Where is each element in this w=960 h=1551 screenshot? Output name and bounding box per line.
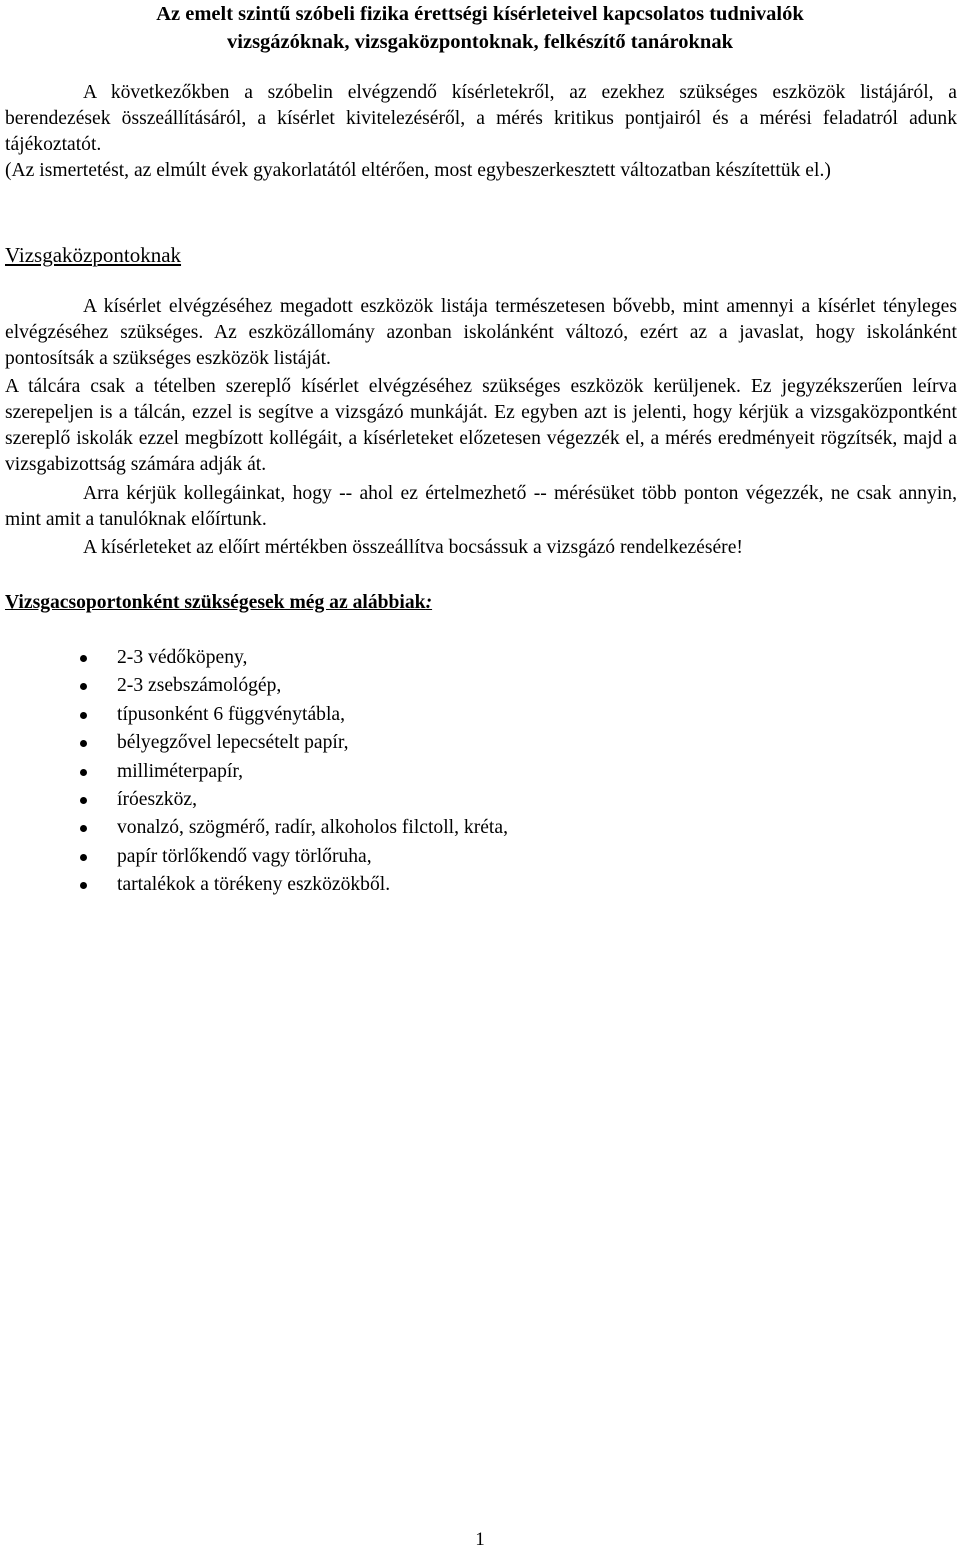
bullet-icon — [80, 712, 87, 719]
document-title-line-1: Az emelt szintű szóbeli fizika érettségi kísérleteivel kapcsolatos tudnivalók — [156, 3, 804, 25]
equipment-list — [0, 644, 508, 900]
bullet-icon — [80, 740, 87, 747]
list-item: íróeszköz, — [0, 786, 508, 814]
bullet-icon — [80, 825, 87, 832]
list-heading-text: Vizsgacsoportonként szükségesek még az alábbiak — [5, 592, 426, 613]
intro-paragraph: A következőkben a szóbelin elvégzendő kísérletekről, az ezekhez szükséges eszközök listájáról, a berendezések összeállításáról, a kísérlet kivitelezéséről, a mérés kritikus pontjairól és a mérési feladatról adunk tájékoztatót. — [5, 82, 957, 155]
list-item: bélyegzővel lepecsételt papír, — [0, 729, 508, 757]
list-heading — [5, 590, 432, 616]
section-heading-vizsgakozpontoknak: Vizsgaközpontoknak — [5, 243, 182, 267]
list-item: milliméterpapír, — [0, 758, 508, 786]
bullet-icon — [80, 683, 87, 690]
list-item: vonalzó, szögmérő, radír, alkoholos filctoll, kréta, — [0, 814, 508, 842]
bullet-icon — [80, 854, 87, 861]
intro-note-paragraph: (Az ismertetést, az elmúlt évek gyakorlatától eltérően, most egybeszerkesztett változatban készítettük el.) — [5, 160, 831, 181]
section-paragraph-2: A tálcára csak a tételben szereplő kísérlet elvégzéséhez szükséges eszközök kerüljenek. Ez jegyzékszerűen leírva szerepeljen is a tálcán, ezzel is segítve a vizsgázó munkáját. Ez egyben azt is jelenti, hogy kérjük a vizsgaközpontként szereplő iskolák ezzel megbízott kollégáit, a kísérleteket előzetesen végezzék el, a mérés eredményeit rögzítsék, majd a vizsgabizottság számára adják át. — [5, 376, 957, 475]
list-item: típusonként 6 függvénytábla, — [0, 701, 508, 729]
list-heading-colon: : — [425, 592, 433, 613]
bullet-icon — [80, 655, 87, 662]
bullet-icon — [80, 882, 87, 889]
page-number: 1 — [475, 1529, 485, 1550]
list-item: 2-3 védőköpeny, — [0, 644, 508, 672]
section-paragraph-3: Arra kérjük kollegáinkat, hogy -- ahol ez értelmezhető -- mérésüket több ponton végezzék, ne csak annyin, mint amit a tanulóknak előírtunk. — [5, 483, 957, 530]
list-item: papír törlőkendő vagy törlőruha, — [0, 843, 508, 871]
list-item: tartalékok a törékeny eszközökből. — [0, 871, 508, 899]
list-item: 2-3 zsebszámológép, — [0, 672, 508, 700]
section-paragraph-1: A kísérlet elvégzéséhez megadott eszközök listája természetesen bővebb, mint amennyi a kísérlet tényleges elvégzéséhez szükséges. Az eszközállomány azonban iskolánként változó, ezért az a javaslat, hogy iskolánként pontosítsák a szükséges eszközök listáját. — [5, 296, 957, 369]
bullet-icon — [80, 769, 87, 776]
document-title-line-2: vizsgázóknak, vizsgaközpontoknak, felkészítő tanároknak — [227, 31, 733, 53]
section-paragraph-4: A kísérleteket az előírt mértékben összeállítva bocsássuk a vizsgázó rendelkezésére! — [83, 537, 743, 558]
bullet-icon — [80, 797, 87, 804]
